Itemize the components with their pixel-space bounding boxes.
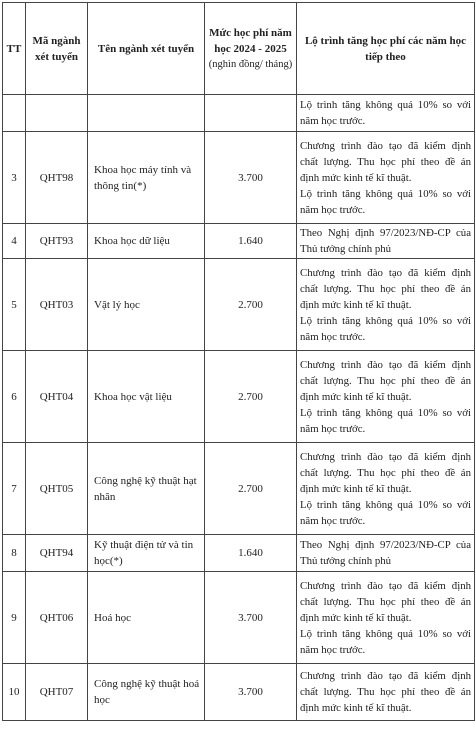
cell-major-code: QHT98 — [26, 132, 88, 224]
cell-empty — [205, 95, 297, 132]
cell-major-name: Công nghệ kỹ thuật hạt nhân — [88, 443, 205, 535]
cell-tuition: 2.700 — [205, 443, 297, 535]
cell-tt: 10 — [3, 664, 26, 721]
cell-tuition: 3.700 — [205, 572, 297, 664]
cell-major-code: QHT03 — [26, 259, 88, 351]
cell-major-code: QHT07 — [26, 664, 88, 721]
note-line: Chương trình đào tạo đã kiểm định chất lượng. Thu học phí theo đề án định mức kinh tế kĩ thuật. — [300, 358, 471, 403]
tuition-table — [2, 2, 475, 721]
cell-tt: 7 — [3, 443, 26, 535]
continuation-row — [3, 95, 475, 132]
cell-increase-note — [297, 259, 475, 351]
note-line: Lộ trình tăng không quá 10% so với năm học trước. — [300, 406, 471, 435]
header-tuition-unit: (nghìn đồng/ tháng) — [208, 58, 293, 70]
table-row — [3, 664, 475, 721]
cell-tt: 6 — [3, 351, 26, 443]
cell-tt: 4 — [3, 224, 26, 259]
cell-tt: 3 — [3, 132, 26, 224]
note-line: Chương trình đào tạo đã kiểm định chất lượng. Thu học phí theo đề án định mức kinh tế kĩ thuật. — [300, 670, 471, 714]
cell-major-name: Khoa học vật liệu — [88, 351, 205, 443]
table-row — [3, 224, 475, 259]
cell-major-name: Vật lý học — [88, 259, 205, 351]
cell-tuition: 3.700 — [205, 132, 297, 224]
note-line: Chương trình đào tạo đã kiểm định chất lượng. Thu học phí theo đề án định mức kinh tế kĩ thuật. — [300, 139, 471, 184]
cell-major-name: Hoá học — [88, 572, 205, 664]
cell-tuition: 2.700 — [205, 351, 297, 443]
cell-major-code: QHT93 — [26, 224, 88, 259]
cell-major-code: QHT94 — [26, 535, 88, 572]
cell-increase-note — [297, 572, 475, 664]
cell-major-code: QHT05 — [26, 443, 88, 535]
table-row — [3, 351, 475, 443]
header-increase-plan: Lộ trình tăng học phí các năm học tiếp theo — [297, 3, 475, 95]
note-line: Lộ trình tăng không quá 10% so với năm học trước. — [300, 99, 471, 127]
note-line: Chương trình đào tạo đã kiểm định chất lượng. Thu học phí theo đề án định mức kinh tế kĩ thuật. — [300, 579, 471, 624]
cell-tuition: 1.640 — [205, 535, 297, 572]
note-line: Chương trình đào tạo đã kiểm định chất lượng. Thu học phí theo đề án định mức kinh tế kĩ thuật. — [300, 266, 471, 311]
cell-increase-note — [297, 664, 475, 721]
cell-tuition: 2.700 — [205, 259, 297, 351]
note-line: Theo Nghị định 97/2023/NĐ-CP của Thủ tướng chính phủ — [300, 227, 471, 255]
cell-tt: 8 — [3, 535, 26, 572]
cell-major-name: Công nghệ kỹ thuật hoá học — [88, 664, 205, 721]
cell-increase-note — [297, 535, 475, 572]
header-tt: TT — [3, 3, 26, 95]
cell-tuition: 3.700 — [205, 664, 297, 721]
cell-increase-note — [297, 224, 475, 259]
note-line: Lộ trình tăng không quá 10% so với năm học trước. — [300, 627, 471, 656]
table-row — [3, 259, 475, 351]
table-row — [3, 443, 475, 535]
cell-empty — [3, 95, 26, 132]
header-tuition — [205, 3, 297, 95]
cell-increase-note — [297, 95, 475, 132]
cell-major-name: Khoa học máy tính và thông tin(*) — [88, 132, 205, 224]
header-row — [3, 3, 475, 95]
cell-empty — [88, 95, 205, 132]
cell-tt: 5 — [3, 259, 26, 351]
cell-tuition: 1.640 — [205, 224, 297, 259]
note-line: Lộ trình tăng không quá 10% so với năm học trước. — [300, 187, 471, 216]
cell-major-code: QHT04 — [26, 351, 88, 443]
table-row — [3, 535, 475, 572]
cell-tt: 9 — [3, 572, 26, 664]
cell-major-name: Khoa học dữ liệu — [88, 224, 205, 259]
cell-increase-note — [297, 443, 475, 535]
note-line: Theo Nghị định 97/2023/NĐ-CP của Thủ tướng chính phủ — [300, 539, 471, 567]
cell-empty — [26, 95, 88, 132]
table-row — [3, 572, 475, 664]
cell-major-code: QHT06 — [26, 572, 88, 664]
header-major-code: Mã ngành xét tuyển — [26, 3, 88, 95]
note-line: Lộ trình tăng không quá 10% so với năm học trước. — [300, 314, 471, 343]
cell-increase-note — [297, 132, 475, 224]
note-line: Chương trình đào tạo đã kiểm định chất lượng. Thu học phí theo đề án định mức kinh tế kĩ thuật. — [300, 450, 471, 495]
header-tuition-main: Mức học phí năm học 2024 - 2025 — [209, 26, 292, 55]
cell-increase-note — [297, 351, 475, 443]
cell-major-name: Kỹ thuật điện tử và tin học(*) — [88, 535, 205, 572]
note-line: Lộ trình tăng không quá 10% so với năm học trước. — [300, 498, 471, 527]
header-major-name: Tên ngành xét tuyển — [88, 3, 205, 95]
table-row — [3, 132, 475, 224]
